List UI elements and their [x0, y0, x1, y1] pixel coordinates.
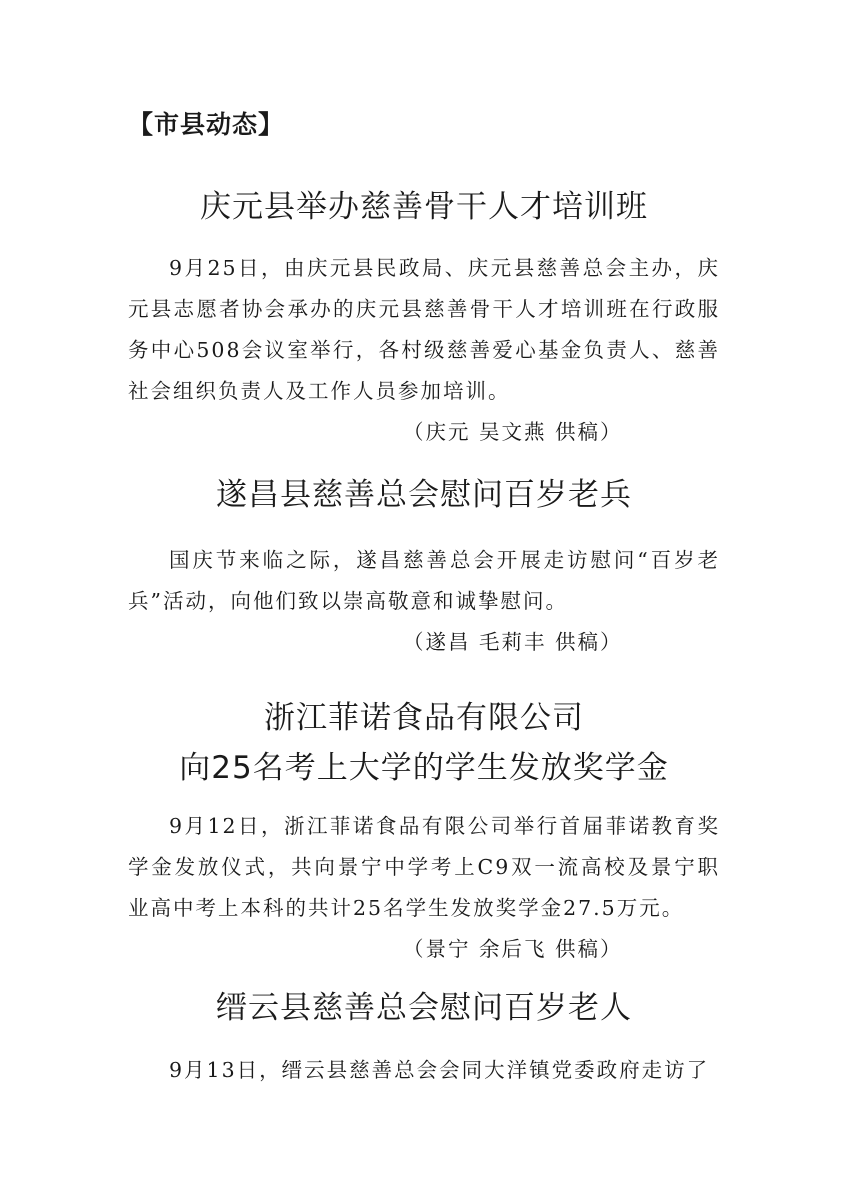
article-title: 庆元县举办慈善骨干人才培训班	[200, 189, 648, 225]
article-body: 国庆节来临之际，遂昌慈善总会开展走访慰问“百岁老兵”活动，向他们致以崇高敬意和诚挚慰问。	[128, 548, 720, 613]
article-credit: （庆元 吴文燕 供稿）	[403, 420, 623, 444]
article-body: 9月12日，浙江菲诺食品有限公司举行首届菲诺教育奖学金发放仪式，共向景宁中学考上C9双一流高校及景宁职业高中考上本科的共计25名学生发放奖学金27.5万元。	[128, 814, 720, 920]
article-credit: （遂昌 毛莉丰 供稿）	[403, 630, 623, 654]
article-title-line2: 向25名考上大学的学生发放奖学金	[179, 750, 669, 786]
article-suichang	[128, 470, 720, 663]
article-title: 缙云县慈善总会慰问百岁老人	[216, 990, 632, 1026]
article-jinyun	[128, 983, 720, 1091]
article-qingyuan	[128, 182, 720, 453]
section-tag: 【市县动态】	[128, 110, 285, 139]
article-title-line1: 浙江菲诺食品有限公司	[264, 700, 584, 736]
article-title: 遂昌县慈善总会慰问百岁老兵	[216, 477, 632, 513]
article-feinuo	[128, 693, 720, 970]
article-body: 9月25日，由庆元县民政局、庆元县慈善总会主办，庆元县志愿者协会承办的庆元县慈善骨干人才培训班在行政服务中心508会议室举行，各村级慈善爱心基金负责人、慈善社会组织负责人及工作人员参加培训。	[128, 256, 720, 403]
article-credit: （景宁 余后飞 供稿）	[403, 937, 623, 961]
article-body: 9月13日，缙云县慈善总会会同大洋镇党委政府走访了	[169, 1058, 710, 1082]
